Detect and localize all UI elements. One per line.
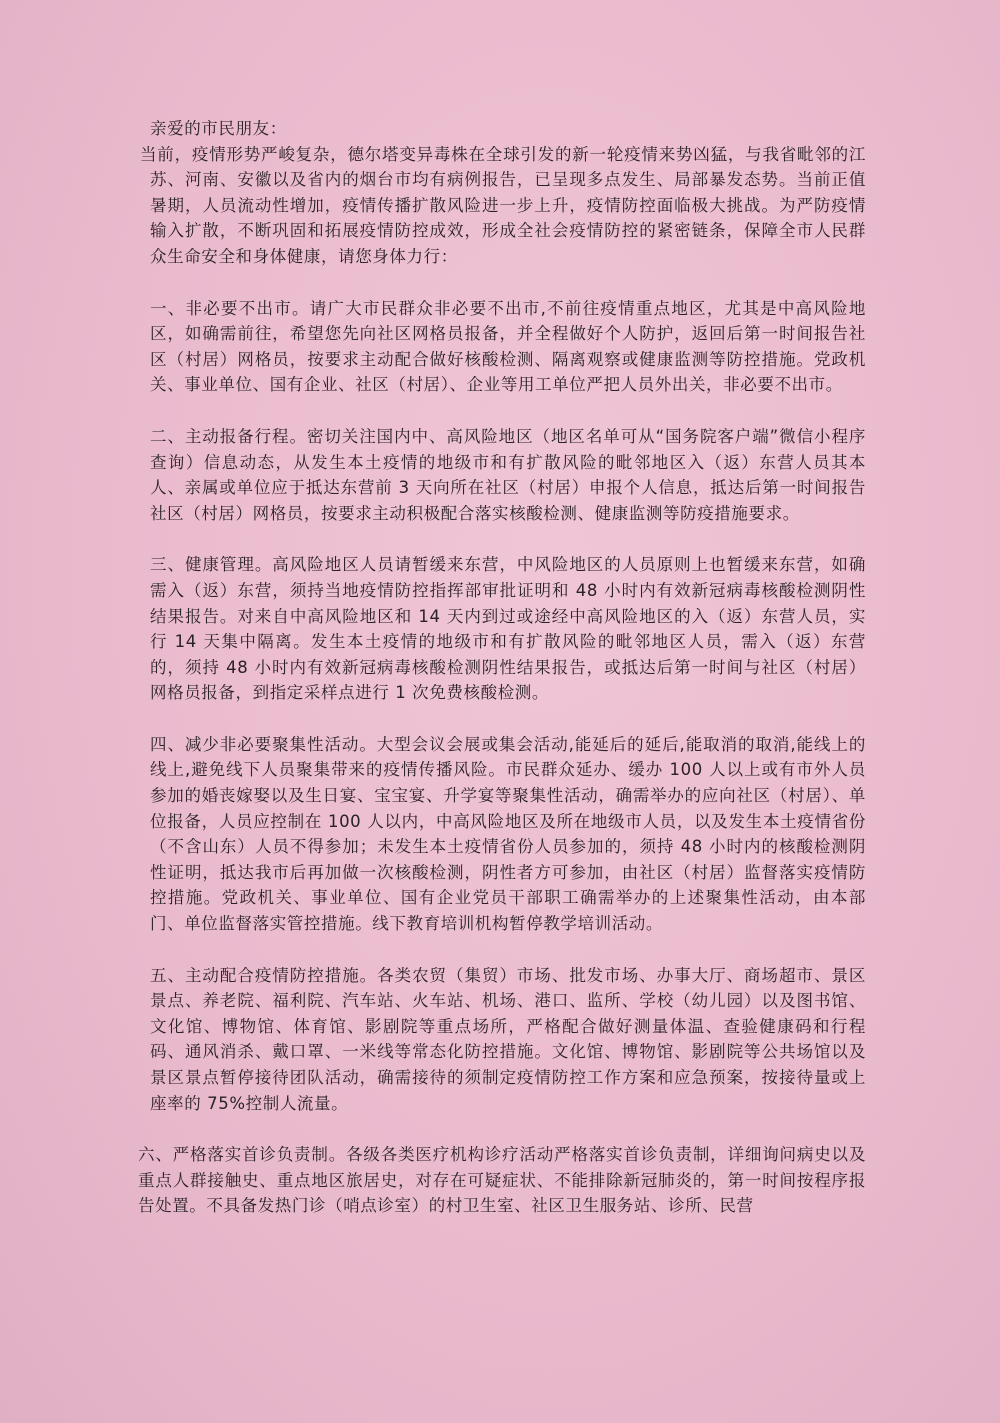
letter-greeting: 亲爱的市民朋友：	[150, 119, 287, 138]
section-6-first-diagnosis: 六、严格落实首诊负责制。各级各类医疗机构诊疗活动严格落实首诊负责制，详细询问病史以及重点人群接触史、重点地区旅居史，对存在可疑症状、不能排除新冠肺炎的，第一时间按程序报告处置。不具备发热门诊（哨点诊室）的村卫生室、社区卫生服务站、诊所、民营	[138, 1145, 866, 1216]
section-3-health-management: 三、健康管理。高风险地区人员请暂缓来东营，中风险地区的人员原则上也暂缓来东营，如确需入（返）东营，须持当地疫情防控指挥部审批证明和 48 小时内有效新冠病毒核酸检测阴性结果报告。对来自中高风险地区和 14 天内到过或途经中高风险地区的入（返）东营人员，实行 14 天集中隔离。发生本土疫情的地级市和有扩散风险的毗邻地区人员，需入（返）东营的，须持 48 小时内有效新冠病毒核酸检测阴性结果报告，或抵达后第一时间与社区（村居）网格员报备，到指定采样点进行 1 次免费核酸检测。	[150, 555, 866, 703]
intro-paragraph: 当前，疫情形势严峻复杂，德尔塔变异毒株在全球引发的新一轮疫情来势凶猛，与我省毗邻的江苏、河南、安徽以及省内的烟台市均有病例报告，已呈现多点发生、局部暴发态势。当前正值暑期，人员流动性增加，疫情传播扩散风险进一步上升，疫情防控面临极大挑战。为严防疫情输入扩散，不断巩固和拓展疫情防控成效，形成全社会疫情防控的紧密链条，保障全市人民群众生命安全和身体健康，请您身体力行：	[140, 144, 866, 266]
section-5-cooperate-measures: 五、主动配合疫情防控措施。各类农贸（集贸）市场、批发市场、办事大厅、商场超市、景区景点、养老院、福利院、汽车站、火车站、机场、港口、监所、学校（幼儿园）以及图书馆、文化馆、博物馆、体育馆、影剧院等重点场所，严格配合做好测量体温、查验健康码和行程码、通风消杀、戴口罩、一米线等常态化防控措施。文化馆、博物馆、影剧院等公共场馆以及景区景点暂停接待团队活动，确需接待的须制定疫情防控工作方案和应急预案，按接待量或上座率的 75%控制人流量。	[150, 965, 866, 1113]
section-4-reduce-gatherings: 四、减少非必要聚集性活动。大型会议会展或集会活动,能延后的延后,能取消的取消,能线上的线上,避免线下人员聚集带来的疫情传播风险。市民群众延办、缓办 100 人以上或有市外人员参加的婚丧嫁娶以及生日宴、宝宝宴、升学宴等聚集性活动，确需举办的应向社区（村居）、单位报备，人员应控制在 100 人以内，中高风险地区及所在地级市人员，以及发生本土疫情省份（不含山东）人员不得参加；未发生本土疫情省份人员参加的，须持 48 小时内的核酸检测阴性证明，抵达我市后再加做一次核酸检测，阴性者方可参加，由社区（村居）监督落实疫情防控措施。党政机关、事业单位、国有企业党员干部职工确需举办的上述聚集性活动，由本部门、单位监督落实管控措施。线下教育培训机构暂停教学培训活动。	[150, 734, 866, 934]
letter-body	[138, 116, 866, 1219]
section-2-report-itinerary: 二、主动报备行程。密切关注国内中、高风险地区（地区名单可从“国务院客户端”微信小程序查询）信息动态，从发生本土疫情的地级市和有扩散风险的毗邻地区入（返）东营人员其本人、亲属或单位应于抵达东营前 3 天向所在社区（村居）申报个人信息，抵达后第一时间报告社区（村居）网格员，按要求主动积极配合落实核酸检测、健康监测等防疫措施要求。	[150, 426, 866, 523]
section-1-no-unnecessary-travel: 一、非必要不出市。请广大市民群众非必要不出市,不前往疫情重点地区，尤其是中高风险地区，如确需前往，希望您先向社区网格员报备，并全程做好个人防护，返回后第一时间报告社区（村居）网格员，按要求主动配合做好核酸检测、隔离观察或健康监测等防控措施。党政机关、事业单位、国有企业、社区（村居）、企业等用工单位严把人员外出关，非必要不出市。	[150, 298, 866, 395]
